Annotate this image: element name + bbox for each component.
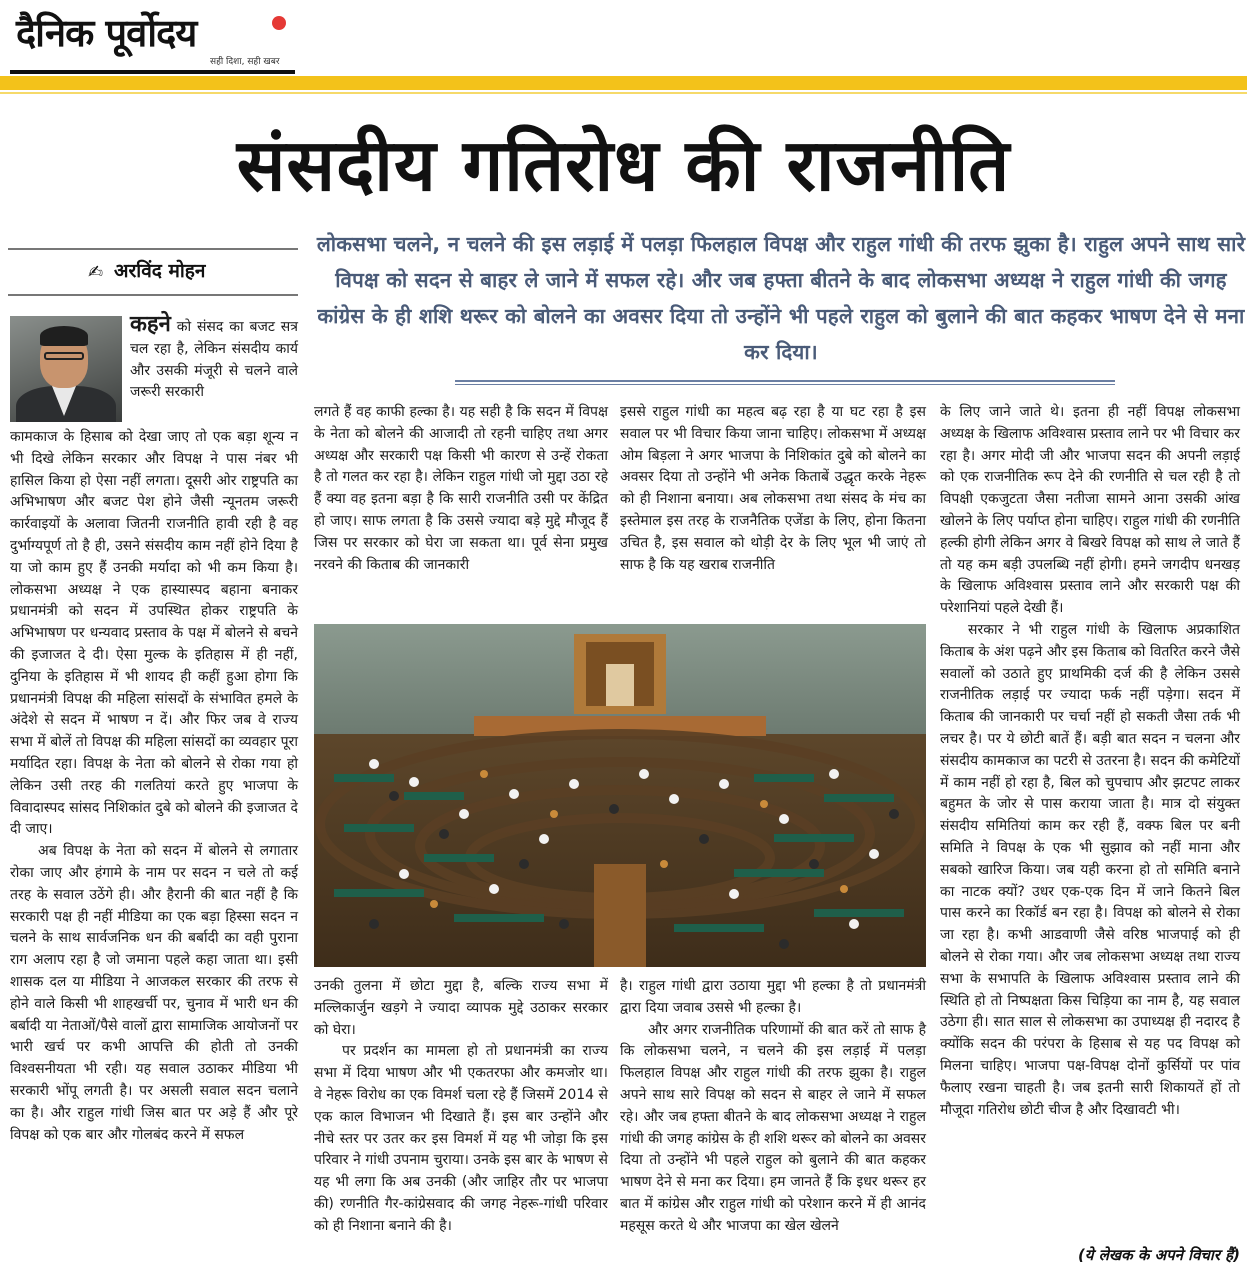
column-4-paragraph-1: के लिए जाने जाते थे। इतना ही नहीं विपक्ष लोकसभा अध्यक्ष के खिलाफ अविश्वास प्रस्ताव लाने पर भी विचार कर रहा है। अगर मोदी जी और भाजपा सदन की अपनी लड़ाई को एक राजनीतिक रूप देने की रणनीति से चल रही है तो विपक्षी एकजुटता जैसा नतीजा सामने आना उसकी आंख खोलने के लिए पर्याप्त होना चाहिए। राहुल गांधी की रणनीति हल्की होगी लेकिन अगर वे बिखरे विपक्ष को साथ ले जाते हैं तो यह कम बड़ी उपलब्धि नहीं होगी। हमने जगदीप धनखड़ के खिलाफ अविश्वास प्रस्ताव लाने और सरकारी पक्ष की परेशानियां पहले देखी हैं। bbox=[940, 404, 1240, 617]
column-3-bottom-paragraph-2: और अगर राजनीतिक परिणामों की बात करें तो साफ है कि लोकसभा चलने, न चलने की इस लड़ाई में पलड़ा फिलहाल विपक्ष और राहुल गांधी की तरफ झुका है। राहुल अपने साथ सारे विपक्ष को सदन से बाहर ले जाने में सफल रहे। और जब हफ्ता बीतने के बाद लोकसभा अध्यक्ष ने राहुल गांधी की जगह कांग्रेस के ही शशि थरूर को बोलने का अवसर दिया तो उन्होंने भी पहले राहुल को बुलाने की बात कहकर भाषण देने से मना कर दिया। हम जानते हैं कि इधर थरूर हर बात में कांग्रेस और राहुल गांधी को परेशान करने में ही आनंद महसूस करते थे और भाजपा का खेल खेलने bbox=[620, 1021, 926, 1234]
parliament-photo-illustration bbox=[314, 624, 926, 967]
author-photo-glasses bbox=[44, 352, 84, 360]
column-4 bbox=[940, 402, 1240, 1121]
column-3-bottom-paragraph-1: है। राहुल गांधी द्वारा उठाया मुद्दा भी हल्का है तो प्रधानमंत्री द्वारा दिया जवाब उससे भी हल्का है। bbox=[620, 978, 926, 1016]
column-1-paragraph-2: अब विपक्ष के नेता को सदन में बोलने से लगातार रोका जाए और हंगामे के नाम पर सदन न चले तो कई तरह के सवाल उठेंगे ही। और हैरानी की बात नहीं है कि सरकारी पक्ष ही नहीं मीडिया का एक बड़ा हिस्सा सदन न चलने के साथ सार्वजनिक धन की बर्बादी का वही पुराना राग अलाप रहा है जो जमाना पहले कहा जाता था। इसी शासक दल या मीडिया ने आजकल सरकार की तरफ से होने वाले किसी भी शाहखर्ची पर, चुनाव में भारी धन की बर्बादी या नेताओं/पैसे वालों द्वारा सामाजिक आयोजनों पर भारी खर्च पर कभी आपत्ति की होती तो उनकी विश्वसनीयता भी रही। यह सवाल उठाकर मीडिया भी सरकारी भोंपू लगती है। पर असली सवाल सदन चलाने का है। और राहुल गांधी जिस बात पर अड़े हैं और पूरे विपक्ष को एक बार और गोलबंद करने में सफल bbox=[10, 843, 298, 1143]
dropcap-word: कहने bbox=[130, 312, 171, 337]
column-2-bottom bbox=[314, 976, 608, 1238]
column-3-bottom bbox=[620, 976, 926, 1238]
column-2-top-paragraph: लगते हैं वह काफी हल्का है। यह सही है कि सदन में विपक्ष के नेता को बोलने की आजादी तो रहनी चाहिए तथा अगर अध्यक्ष और सरकारी पक्ष किसी भी कारण से उन्हें रोकता है तो गलत कर रहा है। लेकिन राहुल गांधी जो मुद्दा उठा रहे हैं क्या वह इतना बड़ा है कि सारी राजनीति उसी पर केंद्रित हो जाए। साफ लगता है कि उससे ज्यादा बड़े मुद्दे मौजूद हैं जिस पर सरकार को घेरा जा सकता था। पूर्व सेना प्रमुख नरवने की किताब की जानकारी bbox=[314, 404, 608, 573]
author-disclaimer: (ये लेखक के अपने विचार हैं) bbox=[1077, 1246, 1240, 1264]
byline bbox=[8, 248, 298, 296]
pull-quote-rule bbox=[455, 380, 1115, 385]
article-headline: संसदीय गतिरोध की राजनीति bbox=[236, 123, 1011, 207]
pen-icon: ✍ bbox=[88, 262, 104, 283]
column-1 bbox=[10, 427, 298, 1146]
author-photo-hair bbox=[40, 326, 88, 346]
column-1-paragraph-1: कामकाज के हिसाब को देखा जाए तो एक बड़ा शून्य न भी दिखे लेकिन सरकार और विपक्ष ने पास नंबर भी हासिल किया हो ऐसा नहीं लगता। दूसरी ओर राष्ट्रपति का अभिभाषण और बजट पेश होने जैसी न्यूनतम जरूरी कार्रवाइयों के अलावा जितनी राजनीति हावी रही है वह दुर्भाग्यपूर्ण तो है ही, उसने संसदीय काम नहीं होने दिया है या जो काम हुए हैं उनकी मर्यादा को भी कम किया है। लोकसभा अध्यक्ष ने एक हास्यास्पद बहाना बनाकर प्रधानमंत्री को सदन में उपस्थित होकर राष्ट्रपति के अभिभाषण पर धन्यवाद प्रस्ताव के पक्ष में बोलने से बचने की इजाजत दे दी। ऐसा मुल्क के इतिहास में ही नहीं, दुनिया के इतिहास में भी शायद ही कहीं हुआ होगा कि प्रधानमंत्री विपक्ष की महिला सांसदों के संभावित हमले के अंदेशे से सदन में भाषण न दें। और फिर जब वे राज्य सभा में बोलें तो विपक्ष की महिला सांसदों का व्यवहार पूरा मर्यादित रहा। विपक्ष के नेता को बोलने से रोका गया हो लेकिन उसी तरह की गलतियां करते हुए भाजपा के विवादास्पद सांसद निशिकांत दुबे को बोलने की इजाजत दे दी जाए। bbox=[10, 429, 298, 838]
parliament-photo bbox=[314, 624, 926, 967]
column-2-bottom-paragraph-1: उनकी तुलना में छोटा मुद्दा है, बल्कि राज्य सभा में मल्लिकार्जुन खड़गे ने ज्यादा व्यापक मुद्दे उठाकर सरकार को घेरा। bbox=[314, 978, 608, 1038]
author-name: अरविंद मोहन bbox=[114, 260, 206, 282]
column-2-top bbox=[314, 402, 608, 576]
masthead bbox=[10, 6, 310, 74]
brand-tagline: सही दिशा, सही खबर bbox=[210, 57, 280, 67]
brand-logo[interactable]: दैनिक पूर्वोदय bbox=[16, 11, 197, 55]
column-4-paragraph-2: सरकार ने भी राहुल गांधी के खिलाफ अप्रकाशित किताब के अंश पढ़ने और इस किताब को वितरित करने जैसे सवालों को उठाते हुए प्राथमिकी दर्ज की है लेकिन उससे राजनीतिक लड़ाई पर ज्यादा फर्क नहीं पड़ेगा। सदन में किताब की जानकारी पर चर्चा नहीं हो सकती जैसा तर्क भी लचर है। पर ये छोटी बातें हैं। बड़ी बात सदन न चलना और संसदीय कामकाज का पटरी से उतरना है। सदन की कमेटियों में काम नहीं हो रहा है, बिल को चुपचाप और झटपट लाकर बहुमत के जोर से पास कराया जाता है। मात्र दो संयुक्त संसदीय समितियां काम कर रही हैं, वक्फ बिल पर बनी समिति ने विपक्ष के एक भी सुझाव को नहीं माना और सबको खारिज किया। जब यही करना हो तो समिति बनाने का नाटक क्यों? उधर एक-एक दिन में जाने कितने बिल पास करने का रिकॉर्ड बन रहा है। विपक्ष को बोलने से रोका जा रहा है। कभी आडवाणी जैसे वरिष्ठ भाजपाई को ही बोलने से रोका गया। और जब लोकसभा अध्यक्ष तथा राज्य सभा के सभापति के खिलाफ अविश्वास प्रस्ताव लाने की स्थिति हो तो निष्पक्षता किस चिड़िया का नाम है, यह सवाल उठेगा ही। सात साल से लोकसभा का उपाध्यक्ष ही नदारद है क्योंकि सदन की परंपरा के हिसाब से यह पद विपक्ष को मिलना चाहिए। भाजपा पक्ष-विपक्ष दोनों कुर्सियों पर पांव फैलाए रखना चाहती है। जब इतनी सारी शिकायतें हों तो मौजूदा गतिरोध छोटी चीज है और दिखावटी भी। bbox=[940, 621, 1240, 1118]
top-band bbox=[290, 76, 1247, 90]
masthead-rule bbox=[10, 70, 295, 74]
column-1-intro bbox=[130, 314, 298, 404]
column-3-top bbox=[620, 402, 926, 576]
pull-quote: लोकसभा चलने, न चलने की इस लड़ाई में पलड़ा फिलहाल विपक्ष और राहुल गांधी की तरफ झुका है। राहुल अपने साथ सारे विपक्ष को सदन से बाहर ले जाने में सफल रहे। और जब हफ्ता बीतने के बाद लोकसभा अध्यक्ष ने राहुल गांधी की जगह कांग्रेस के ही शशि थरूर को बोलने का अवसर दिया तो उन्होंने भी पहले राहुल को बुलाने की बात कहकर भाषण देने से मना कर दिया। bbox=[316, 232, 1246, 364]
author-photo bbox=[10, 316, 122, 422]
column-2-bottom-paragraph-2: पर प्रदर्शन का मामला हो तो प्रधानमंत्री का राज्य सभा में दिया भाषण और भी एकतरफा और कमजोर था। वे नेहरू विरोध का एक विमर्श चला रहे हैं जिसमें 2014 से एक काल विभाजन भी दिखाते हैं। इस बार उन्होंने और नीचे स्तर पर उतर कर इस विमर्श में यह भी जोड़ा कि इस परिवार ने गांधी उपनाम चुराया। उनके इस बार के भाषण से यह भी लगा कि अब उनकी (और जाहिर तौर पर भाजपा की) रणनीति गैर-कांग्रेसवाद की जगह नेहरू-गांधी परिवार को ही निशाना बनाने की है। bbox=[314, 1043, 608, 1234]
column-1-intro-text: को संसद का बजट सत्र चल रहा है, लेकिन संसदीय कार्य और उसकी मंजूरी से चलने वाले जरूरी सरकारी bbox=[130, 319, 298, 401]
top-hairline bbox=[0, 92, 1247, 94]
top-band-left bbox=[0, 76, 290, 90]
brand-dot-icon bbox=[272, 16, 286, 30]
column-3-top-paragraph: इससे राहुल गांधी का महत्व बढ़ रहा है या घट रहा है इस सवाल पर भी विचार किया जाना चाहिए। लोकसभा में अध्यक्ष ओम बिड़ला ने अगर भाजपा के निशिकांत दुबे को बोलने का अवसर दिया तो उन्होंने भी अनेक किताबें उद्धृत करके नेहरू को ही निशाना बनाया। अब लोकसभा तथा संसद के मंच का इस्तेमाल इस तरह के राजनैतिक एजेंडा के लिए, होना कितना उचित है, इस सवाल को थोड़ी देर के लिए भूल भी जाएं तो साफ है कि यह खराब राजनीति bbox=[620, 404, 926, 573]
